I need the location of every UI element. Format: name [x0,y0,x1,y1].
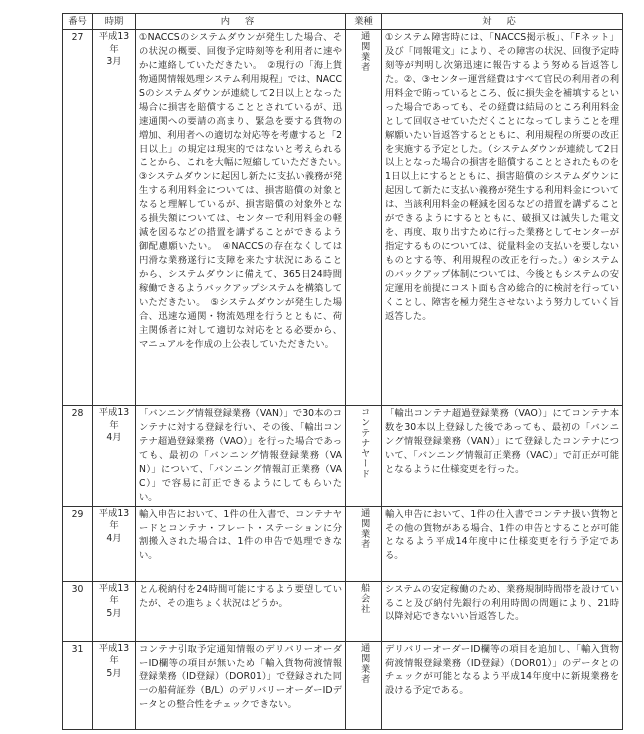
row-number: 29 [63,506,93,581]
requests-table [62,13,623,730]
period-year: 平成13年 [98,31,130,55]
header-number: 番号 [63,14,93,30]
period-year: 平成13年 [98,582,130,607]
row-industry [346,506,382,581]
header-response: 対 応 [382,14,623,30]
row-period [93,406,136,507]
industry-label: 船会社 [358,582,370,614]
row-content: コンテナ引取予定通知情報のデリバリーオーダーID欄等の項目が無いため「輸入貨物荷渡情報登録業務（ID登録）（DOR01）」で登録された同一の船荷証券（B/L）のデリバリーオーダーIDデータとの整合性をチェックできない。 [136,641,346,729]
row-period [93,581,136,641]
row-response: 「輸出コンテナ超過登録業務（VAO）」にてコンテナ本数を30本以上登録した後であっても、最初の「バンニング情報登録業務（VAN）」にて登録したコンテナについて、「バンニング情報訂正業務（VAC）」で訂正が可能となるように仕様変更を行った。 [382,406,623,507]
row-industry [346,30,382,406]
row-period [93,641,136,729]
row-period [93,30,136,406]
row-industry [346,581,382,641]
row-number: 27 [63,30,93,406]
period-month: 5月 [106,607,122,619]
period-month: 5月 [106,667,122,679]
table-row [63,641,623,729]
row-response: システムの安定稼働のため、業務規制時間帯を設けていること及び納付先銀行の利用時間の問題により、21時以降対応できないい旨返答した。 [382,581,623,641]
row-industry [346,406,382,507]
header-row [63,14,623,30]
row-response: ①システム障害時には、「NACCS掲示板」、「Fネット」及び「同報電文」により、その障害の状況、回復予定時刻等が判明し次第迅速に報告するよう努める旨返答した。②、③センター運営経費はすべて官民の利用者の利用料金で賄っているところ、仮に損失金を補填するといった場合であっても、その経費は結局のところ利用料金として回収させていただくことになってしまうことを理解願いたい旨返答するとともに、利用規程の所要の改正を実施する予定とした。（システムダウンが連続して2日以上となった場合の損害を賠償することとされたものを1日以上にするとともに、損害賠償のシステムダウンに起因して新たに支払い義務が発生する利用料金については、当該利用料金の軽減を図るなどの措置を講ずることができるようにするとともに、破損又は滅失した電文を、再度、取り出すために行った業務としてセンターが指定するものについては、従量料金の支払いを要しないものとする等、利用規程の改正を行った。）④システムのバックアップ体制については、今後ともシステムの安定運用を前提にコスト面も含め総合的に検討を行っていくことし、障害を極力発生させないよう努力していく旨返答した。 [382,30,623,406]
period-year: 平成13年 [98,642,130,667]
row-number: 28 [63,406,93,507]
header-industry: 業種 [346,14,382,30]
industry-label: 通関業者 [358,642,370,684]
table-row [63,406,623,507]
header-content: 内 容 [136,14,346,30]
table-row [63,506,623,581]
row-content: 「バンニング情報登録業務（VAN）」で30本のコンテナに対する登録を行い、その後、「輸出コンテナ超過登録業務（VAO）」を行った場合であっても、最初の「バンニング情報登録業務（VAN）」について、「バンニング情報訂正業務（VAC）」で容易に訂正できるようにしてもらいたい。 [136,406,346,507]
table-row [63,581,623,641]
row-response: 輸入申告において、1件の仕入書でコンテナ扱い貨物とその他の貨物がある場合、1件の申告とすることが可能となるよう平成14年度中に仕様変更を行う予定である。 [382,506,623,581]
period-month: 3月 [106,56,122,68]
row-content: ①NACCSのシステムダウンが発生した場合、その状況の概要、回復予定時刻等を利用者に速やかに連絡していただきたい。 ②現行の「海上貨物通関情報処理システム利用規程」では、NACCSのシステムダウンが連続して2日以上となった場合に損害を賠償することとされているが、迅速通関への要請の高まり、緊急を要する貨物の増加、利用者への適切な対応等を考慮すると「2日以上」の規定は現実的ではないと考えられることから、これを大幅に短縮していただきたい。 ③システムダウンに起因し新たに支払い義務が発生する利用料金については、損害賠償の対象となると理解しているが、損害賠償の対象外となる損失額については、センターで利用料金の軽減を図るなどの措置を講ずることができるよう御配慮願いたい。 ④NACCSの存在なくしては円滑な業務遂行に支障を来たす状況にあることから、システムダウンに備えて、365日24時間稼働できるようバックアップシステムを構築していただきたい。 ⑤システムダウンが発生した場合、迅速な通関・物流処理を行うとともに、荷主関係者に対して適切な対応をとる必要から、マニュアルを作成の上公表していただきたい。 [136,30,346,406]
period-year: 平成13年 [98,407,130,431]
row-industry [346,641,382,729]
row-content: とん税納付を24時間可能にするよう要望していたが、その進ちょく状況はどうか。 [136,581,346,641]
industry-label: 通関業者 [358,507,370,549]
table-row [63,30,623,406]
row-number: 30 [63,581,93,641]
row-content: 輸入申告において、1件の仕入書で、コンテナヤードとコンテナ・フレート・ステーションに分割搬入された場合は、1件の申告で処理できない。 [136,506,346,581]
row-response: デリバリーオーダーID欄等の項目を追加し、「輸入貨物荷渡情報登録業務（ID登録）（DOR01）」のデータとのチェックが可能となるよう平成14年度中に新規業務を設ける予定である。 [382,641,623,729]
industry-label: 通関業者 [358,31,370,73]
row-period [93,506,136,581]
row-number: 31 [63,641,93,729]
header-period: 時期 [93,14,136,30]
period-year: 平成13年 [98,507,130,532]
industry-label: コンテナヤード [358,407,370,480]
period-month: 4月 [106,532,122,544]
period-month: 4月 [106,432,122,444]
